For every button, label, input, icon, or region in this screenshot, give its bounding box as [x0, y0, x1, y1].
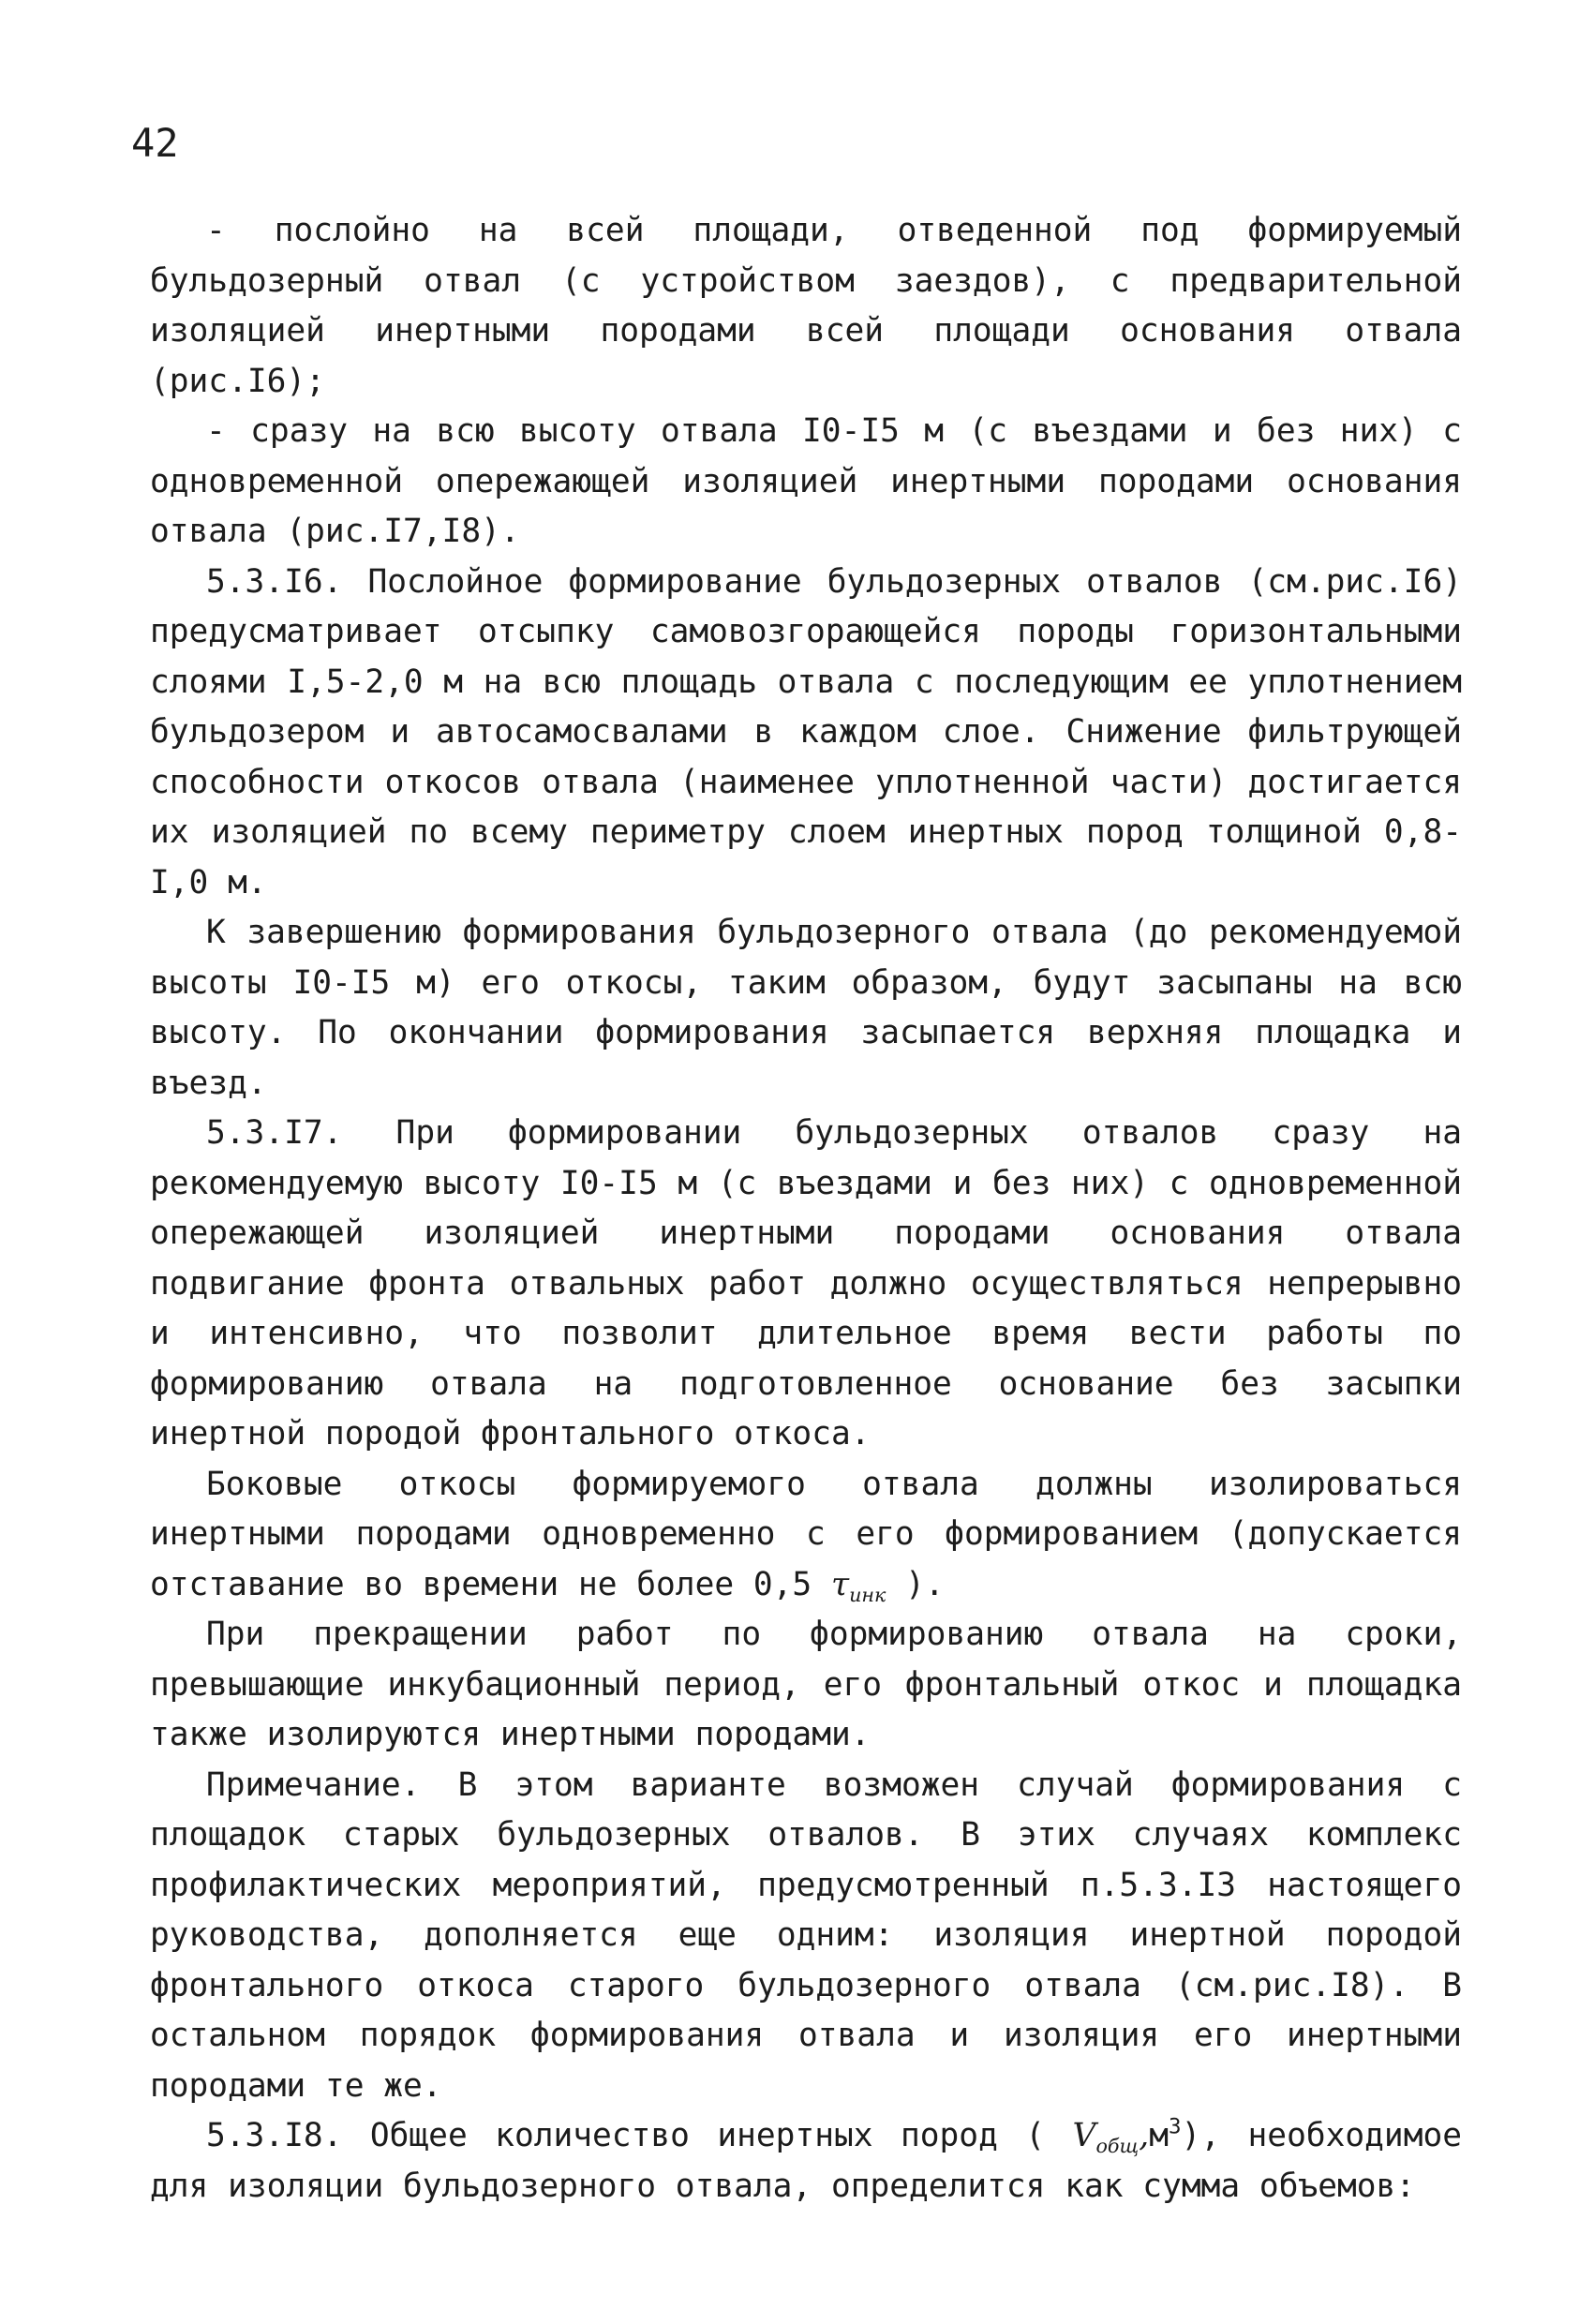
- page-number: 42: [131, 120, 179, 166]
- paragraph-5-3-17: 5.3.I7. При формировании бульдозерных отвалов сразу на рекомендуемую высоту I0-I5 м (с въездами и без них) с одновременной опережающей изоляцией инертными породами основания отвала подвигание фронта отвальных работ должно осуществляться непрерывно и интенсивно, что позволит длительное время вести работы по формированию отвала на подготовленное основание без засыпки инертной породой фронтального откоса.: [150, 1114, 1462, 1452]
- side-slopes-closing: ).: [886, 1565, 945, 1603]
- tau-subscript: инк: [849, 1583, 886, 1606]
- body-text: [150, 206, 1462, 2212]
- paragraph-layering-method: - послойно на всей площади, отведенной под формируемый бульдозерный отвал (с устройством заездов), с предварительной изоляцией инертными породами всей площади основания отвала (рис.I6);: [150, 212, 1462, 400]
- volume-subscript: общ: [1095, 2135, 1140, 2158]
- unit-letter: м: [1149, 2117, 1169, 2154]
- total-volume-closing: ), необходимое для изоляции бульдозерного отвала, определится как сумма объемов:: [150, 2117, 1463, 2205]
- tau-letter: τ: [830, 1565, 850, 1603]
- volume-unit: [1149, 2114, 1182, 2154]
- volume-letter: V: [1072, 2117, 1096, 2154]
- volume-symbol: [1072, 2117, 1150, 2158]
- unit-power: 3: [1169, 2114, 1182, 2139]
- volume-comma: ,: [1139, 2117, 1150, 2154]
- tau-symbol: [830, 1565, 886, 1606]
- paragraph-5-3-16: 5.3.I6. Послойное формирование бульдозерных отвалов (см.рис.I6) предусматривает отсыпку самовозгорающейся породы горизонтальными слоями I,5-2,0 м на всю площадь отвала с последующим ее уплотнением бульдозером и автосамосвалами в каждом слое. Снижение фильтрующей способности откосов отвала (наименее уплотненной части) достигается их изоляцией по всему периметру слоем инертных пород толщиной 0,8-I,0 м.: [150, 562, 1462, 901]
- paragraph-dump-completion: К завершению формирования бульдозерного отвала (до рекомендуемой высоты I0-I5 м) его откосы, таким образом, будут засыпаны на всю высоту. По окончании формирования засыпается верхняя площадка и въезд.: [150, 914, 1462, 1102]
- paragraph-full-height-method: - сразу на всю высоту отвала I0-I5 м (с въездами и без них) с одновременной опережающей изоляцией инертными породами основания отвала (рис.I7,I8).: [150, 412, 1462, 550]
- total-volume-text: 5.3.I8. Общее количество инертных пород (: [206, 2117, 1073, 2154]
- paragraph-5-3-18: [150, 2111, 1462, 2212]
- paragraph-side-slopes: [150, 1460, 1462, 1611]
- side-slopes-text: Боковые откосы формируемого отвала должны изолироваться инертными породами одновременно с его формированием (допускается отставание во времени не более 0,5: [150, 1465, 1462, 1603]
- paragraph-work-suspension: При прекращении работ по формированию отвала на сроки, превышающие инкубационный период, его фронтальный откос и площадка также изолируются инертными породами.: [150, 1616, 1462, 1753]
- paragraph-note: Примечание. В этом варианте возможен случай формирования с площадок старых бульдозерных отвалов. В этих случаях комплекс профилактических мероприятий, предусмотренный п.5.3.I3 настоящего руководства, дополняется еще одним: изоляция инертной породой фронтального откоса старого бульдозерного отвала (см.рис.I8). В остальном порядок формирования отвала и изоляция его инертными породами те же.: [150, 1765, 1462, 2105]
